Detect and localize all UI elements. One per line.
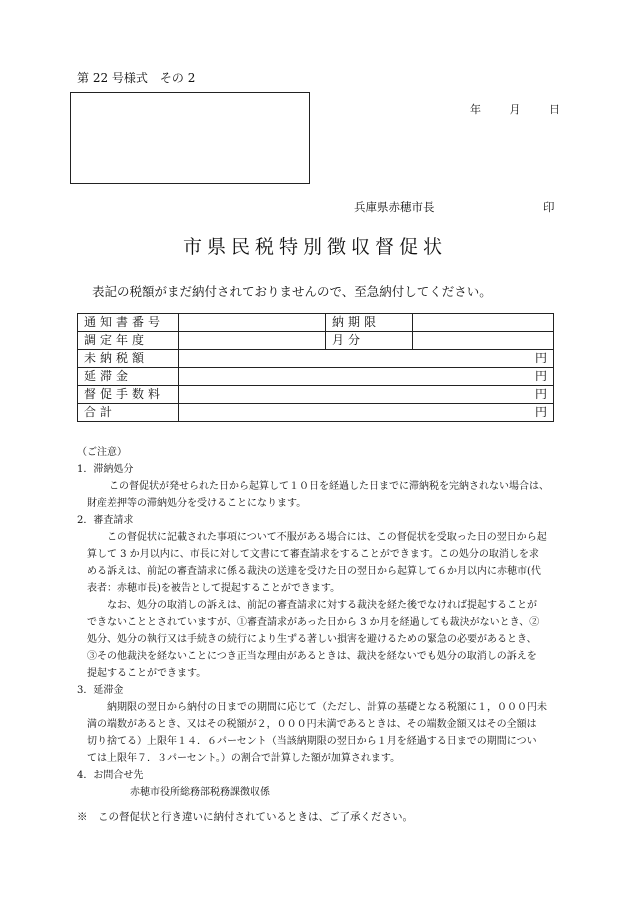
note-line: める訴えは、前記の審査請求に係る裁決の送達を受けた日の翌日から起算して６か月以内に赤穂市(代 — [87, 566, 541, 577]
issuer-name: 兵庫県赤穂市長 — [354, 200, 435, 214]
date-month-label: 月 — [509, 103, 521, 116]
notice-number-value — [179, 314, 326, 332]
month-portion-value — [413, 332, 554, 350]
note-line: 納期限の翌日から納付の日までの期間に応じて（ただし、計算の基礎となる税額に１，０００円未 — [107, 702, 547, 713]
total-label: 合計 — [78, 404, 179, 422]
date-year-label: 年 — [470, 103, 481, 116]
note-line: ③その他裁決を経ないことにつき正当な理由があるときは、裁決を経ないでも処分の取消しの訴えを — [87, 651, 537, 662]
table-row — [78, 386, 554, 404]
dunning-fee-label: 督促手数料 — [78, 386, 179, 404]
table-row — [78, 350, 554, 368]
address-window-box — [70, 92, 310, 184]
tax-amount-table — [77, 313, 554, 422]
note-line: 提起することができます。 — [87, 668, 207, 679]
contact-office: 赤穂市役所総務部税務課徴収係 — [130, 787, 270, 798]
total-value: 円 — [179, 404, 554, 422]
notes-heading: （ご注意） — [77, 447, 127, 458]
table-row — [78, 368, 554, 386]
section-title: 3．延滞金 — [77, 685, 124, 696]
table-row — [78, 404, 554, 422]
tax-year-label: 調定年度 — [78, 332, 179, 350]
notes-section — [77, 444, 559, 801]
due-date-label: 納期限 — [326, 314, 413, 332]
note-line: 切り捨てる）上限年１４．６パーセント（当該納期限の翌日から１月を経過する日までの期間につい — [87, 736, 537, 747]
note-line: できないこととされていますが、①審査請求があった日から 3 か月を経過しても裁決がないとき、② — [87, 617, 540, 628]
note-line: ては上限年７．３パーセント。）の割合で計算した額が加算されます。 — [87, 753, 401, 764]
note-line: この督促状に記載された事項について不服がある場合には、この督促状を受取った日の翌日から起 — [107, 532, 547, 543]
note-line: なお、処分の取消しの訴えは、前記の審査請求に対する裁決を経た後でなければ提起することが — [107, 600, 537, 611]
issue-date — [470, 101, 560, 117]
note-line: 財産差押等の滞納処分を受けることになります。 — [87, 498, 307, 509]
seal-mark: 印 — [543, 200, 555, 214]
note-line: 算して 3 か月以内に、市長に対して文書にて審査請求をすることができます。この処分の取消しを求 — [87, 549, 539, 560]
table-row — [78, 332, 554, 350]
late-fee-value: 円 — [179, 368, 554, 386]
late-fee-label: 延滞金 — [78, 368, 179, 386]
section-title: 2．審査請求 — [77, 515, 134, 526]
note-line: 満の端数があるとき、又はその税額が２，０００円未満であるときは、その端数金額又はその全額は — [87, 719, 537, 730]
section-title: 1．滞納処分 — [77, 464, 134, 475]
unpaid-tax-label: 未納税額 — [78, 350, 179, 368]
note-line: この督促状が発せられた日から起算して１０日を経過した日までに滞納税を完納されない場合は、 — [109, 481, 549, 492]
due-date-value — [413, 314, 554, 332]
form-number: 第 22 号様式 その 2 — [77, 71, 196, 85]
month-portion-label: 月分 — [326, 332, 413, 350]
section-title: 4．お問合せ先 — [77, 770, 144, 781]
lead-message: 表記の税額がまだ納付されておりませんので、至急納付してください。 — [92, 284, 492, 299]
footnote: ※ この督促状と行き違いに納付されているときは、ご了承ください。 — [77, 811, 413, 823]
note-line: 処分、処分の執行又は手続きの続行により生ずる著しい損害を避けるための緊急の必要があるとき、 — [87, 634, 537, 645]
document-title: 市県民税特別徴収督促状 — [182, 236, 447, 258]
date-day-label: 日 — [549, 103, 560, 116]
notice-number-label: 通知書番号 — [78, 314, 179, 332]
tax-year-value — [179, 332, 326, 350]
note-line: 表者：赤穂市長)を被告として提起することができます。 — [87, 583, 341, 594]
unpaid-tax-value: 円 — [179, 350, 554, 368]
dunning-fee-value: 円 — [179, 386, 554, 404]
table-row — [78, 314, 554, 332]
